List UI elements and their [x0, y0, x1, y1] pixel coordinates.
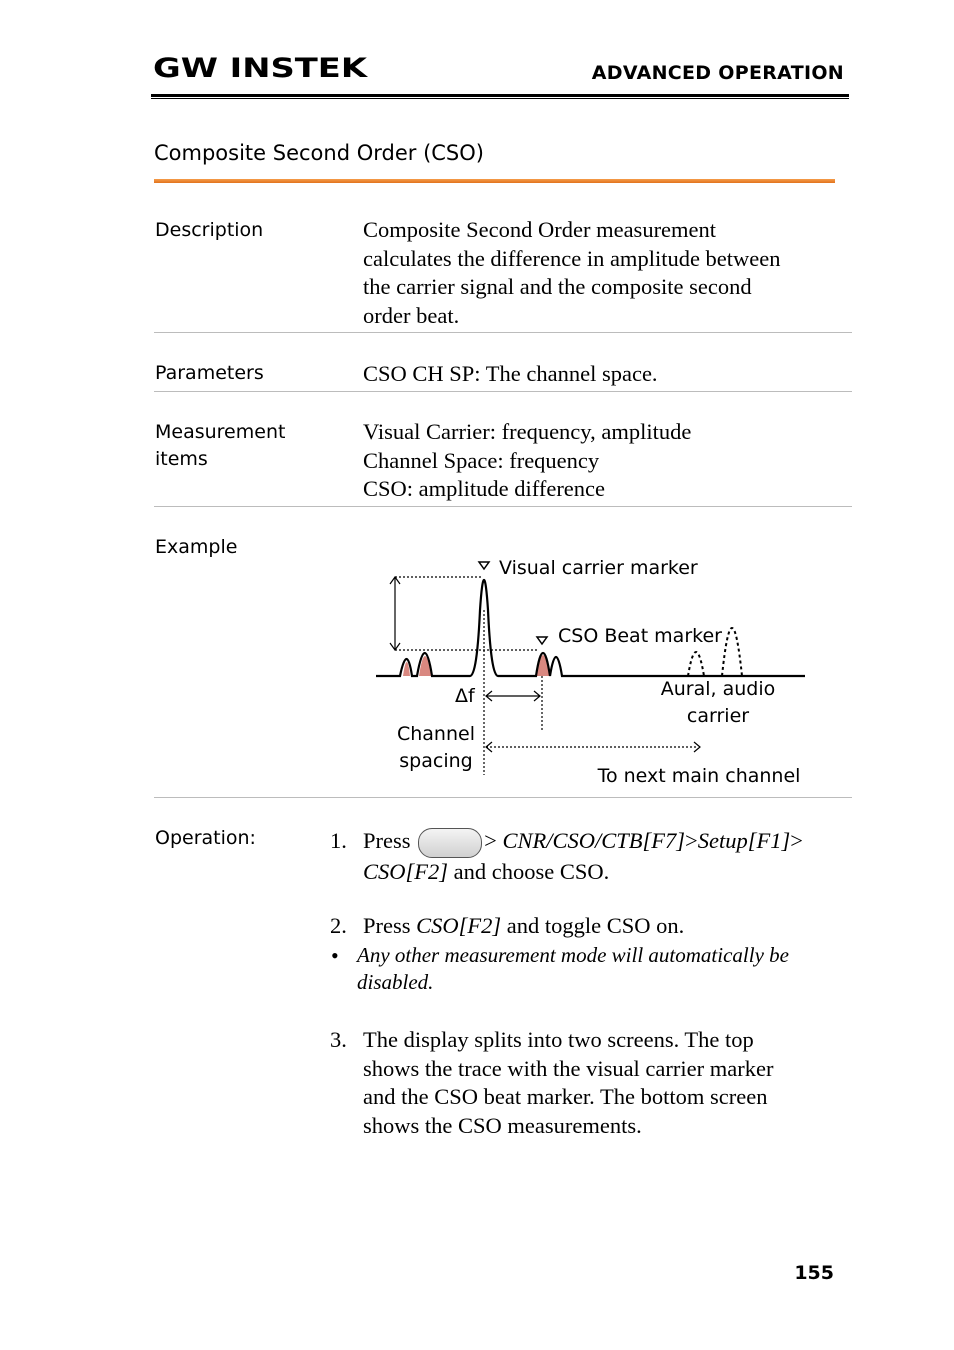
channel-spacing-label-2: spacing [399, 750, 473, 772]
cso-spectrum-diagram [370, 550, 820, 790]
channel-spacing-label-1: Channel [396, 723, 476, 745]
next-channel-label: To next main channel [597, 765, 801, 787]
step-2-num: 2. [330, 913, 347, 938]
aural-carrier-peak-1 [688, 652, 704, 676]
header-rule-thin [151, 98, 849, 99]
aural-carrier-label-1: Aural, audio [660, 678, 776, 700]
measurement-label: Measurement items [155, 421, 286, 470]
cso-beat-label: CSO Beat marker [558, 625, 722, 647]
visual-carrier-marker-icon [479, 562, 489, 569]
title-underline [154, 179, 835, 183]
step-1-text: Press > CNR/CSO/CTB[F7]>Setup[F1]> CSO[F2] and choose CSO. [363, 828, 803, 884]
visual-carrier-label: Visual carrier marker [499, 557, 698, 579]
operation-label: Operation: [155, 827, 256, 849]
parameters-label: Parameters [155, 362, 264, 384]
description-text: Composite Second Order measurement calculates the difference in amplitude between the carrier signal and the composite second order beat. [363, 217, 781, 328]
aural-carrier-peak-2 [722, 628, 742, 676]
row-divider [154, 391, 852, 392]
note-bullet: • [331, 943, 339, 968]
step-1: 1. [330, 828, 347, 853]
page-number: 155 [794, 1262, 834, 1284]
cso-beat-marker-icon [537, 637, 547, 644]
step-2-text: Press CSO[F2] and toggle CSO on. [363, 913, 685, 938]
step-3-num: 3. [330, 1027, 347, 1052]
delta-f-label: Δf [455, 685, 475, 707]
page-title: Composite Second Order (CSO) [154, 141, 484, 165]
description-label: Description [155, 219, 264, 241]
gw-instek-logo: GW INSTEK [153, 53, 368, 84]
row-divider [154, 797, 852, 798]
aural-carrier-label-2: carrier [686, 705, 750, 727]
measurement-text: Visual Carrier: frequency, amplitude Channel Space: frequency CSO: amplitude difference [363, 419, 692, 501]
header-rule [151, 94, 849, 97]
parameters-text: CSO CH SP: The channel space. [363, 361, 658, 386]
menu-key-button-icon [418, 828, 482, 858]
note-text: Any other measurement mode will automatically be disabled. [357, 943, 789, 994]
step-3-text: The display splits into two screens. The top shows the trace with the visual carrier marker and the CSO beat marker. The bottom screen shows the CSO measurements. [363, 1027, 774, 1138]
example-label: Example [155, 536, 238, 558]
row-divider [154, 506, 852, 507]
section-header: ADVANCED OPERATION [591, 62, 844, 84]
row-divider [154, 332, 852, 333]
